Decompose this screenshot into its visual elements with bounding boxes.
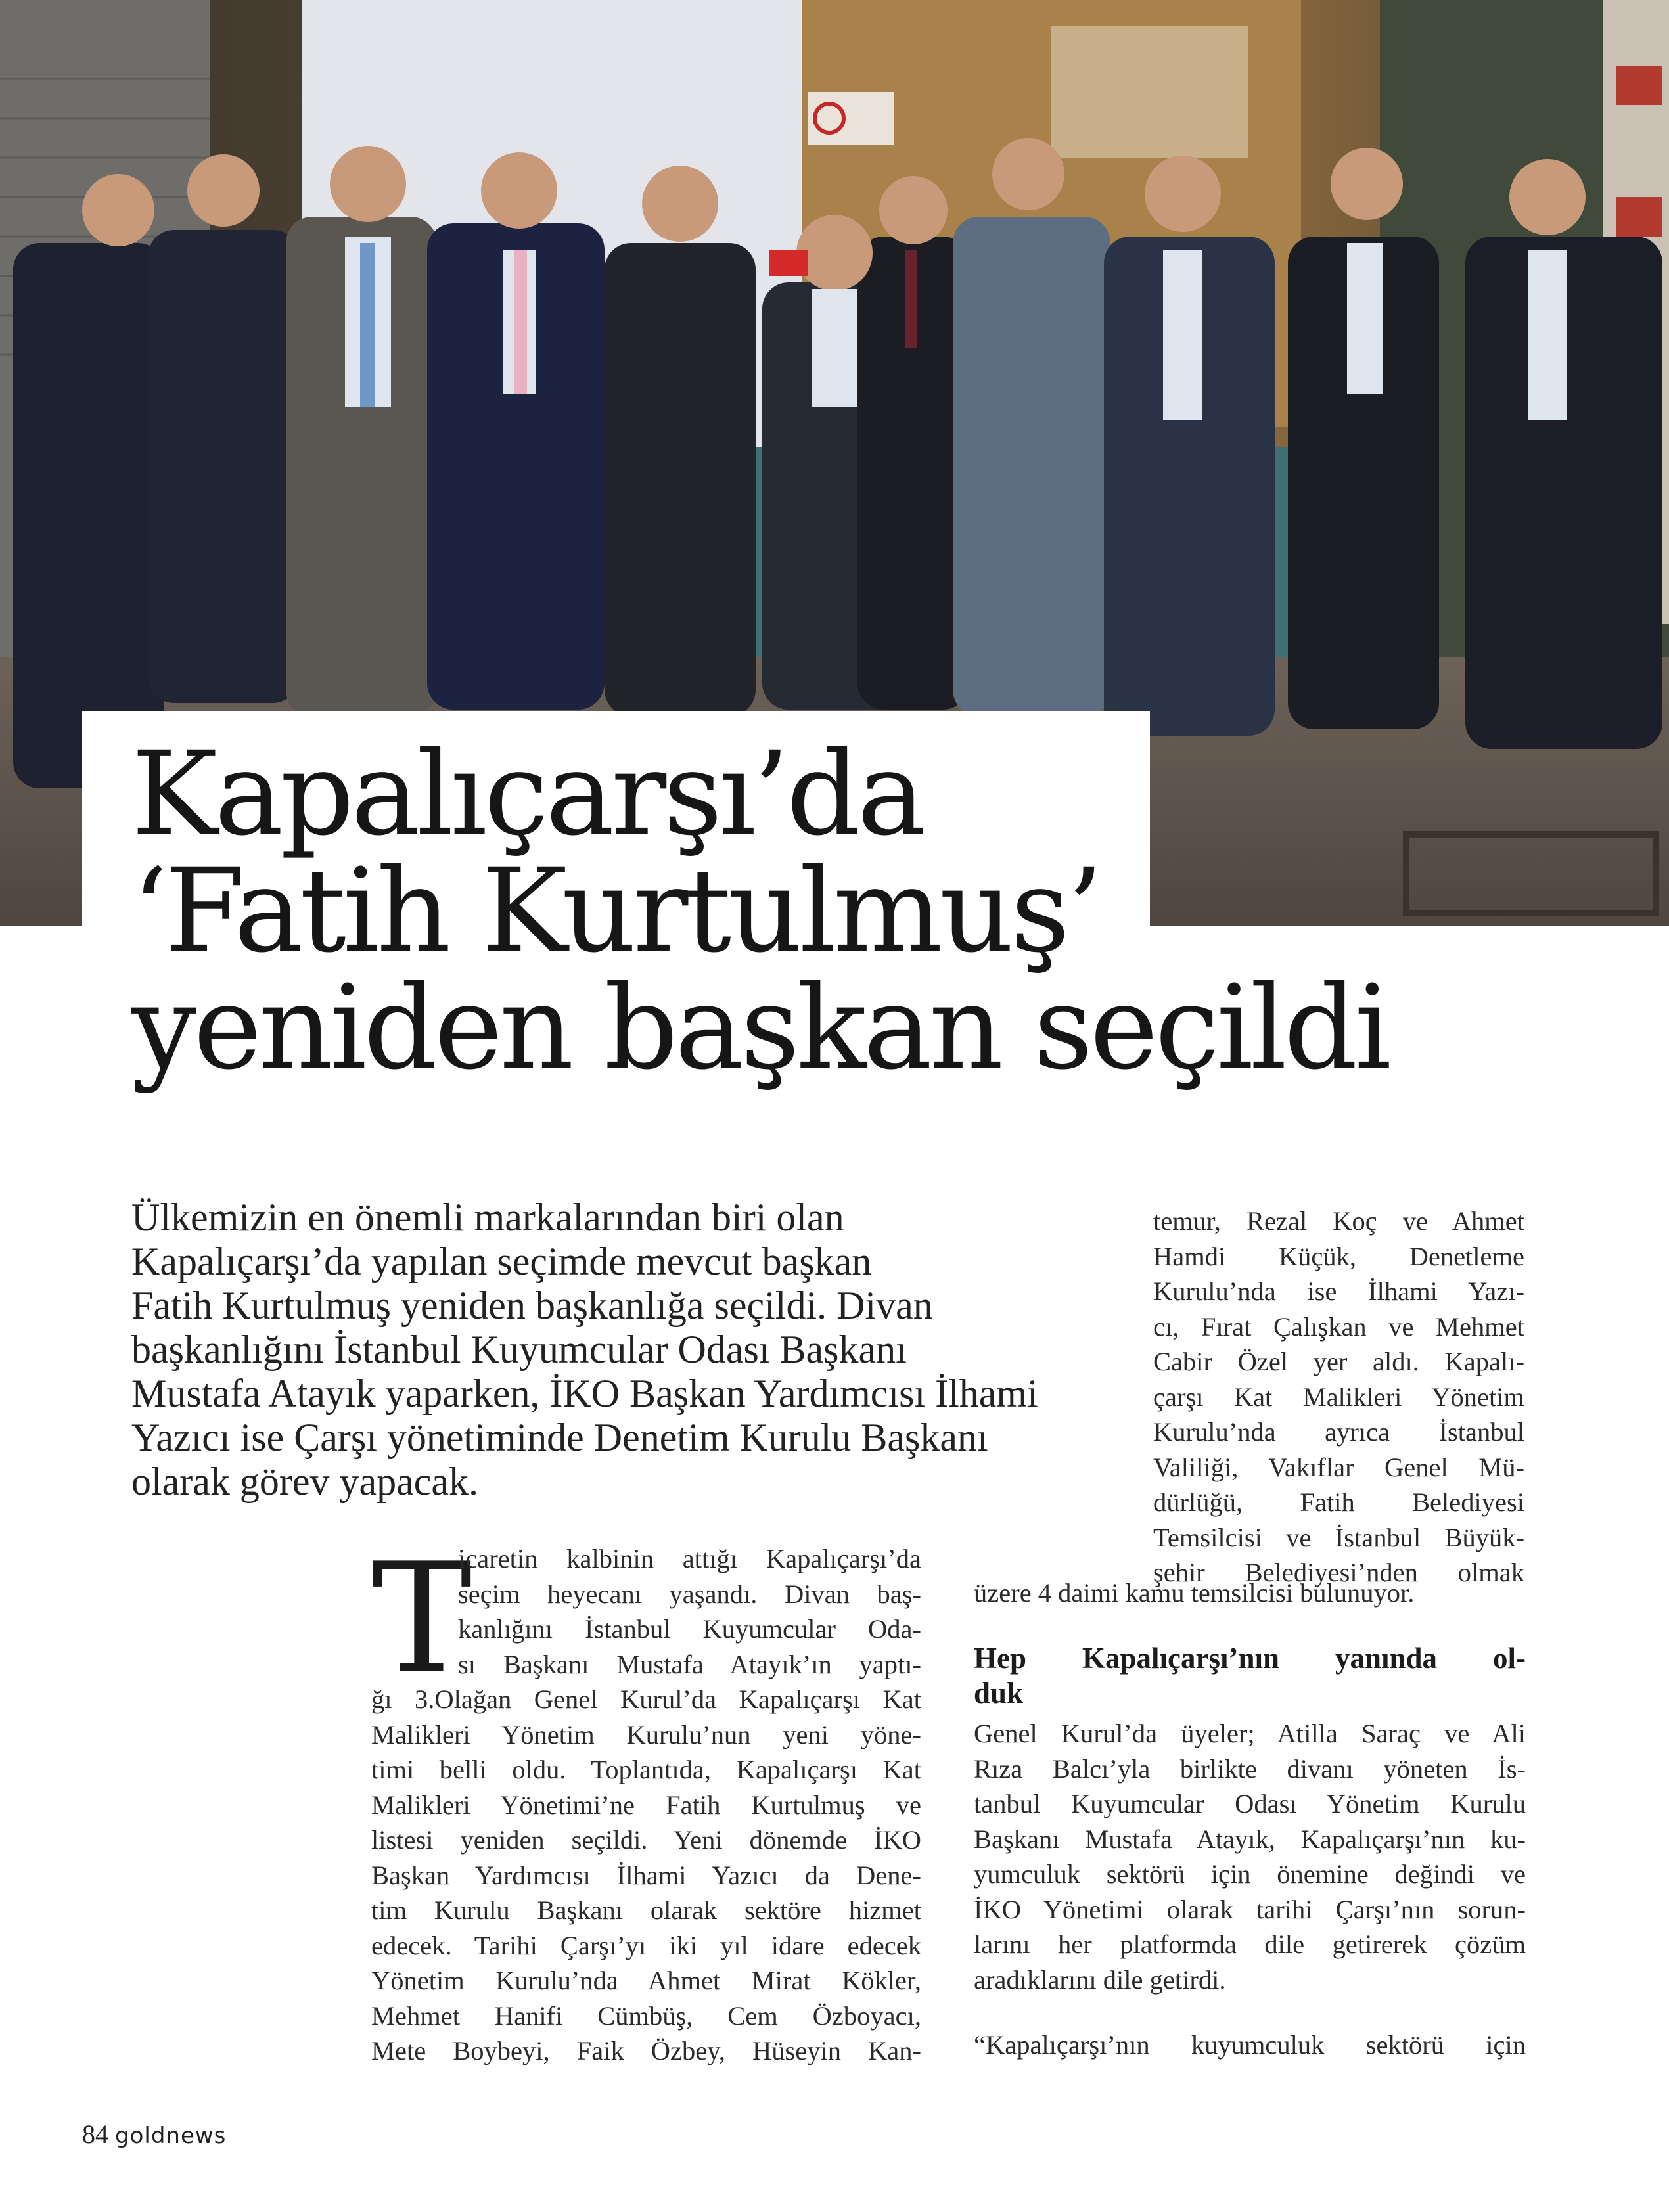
body-line: ğı 3.Olağan Genel Kurul’da Kapalıçarşı Kat [371,1684,921,1714]
body-line: Başkan Yardımcısı İlhami Yazıcı da Dene- [371,1860,921,1890]
body-line: dürlüğü, Fatih Belediyesi [1153,1487,1524,1517]
lead-line: Kapalıçarşı’da yapılan seçimde mevcut başkan [131,1240,872,1283]
body-line: şehir Belediyesi’nden olmak [1153,1558,1524,1587]
title-line-2: ‘Fatih Kurtulmuş’ [131,844,1101,978]
subhead-line: Hep Kapalıçarşı’nın yanında ol- [974,1642,1526,1675]
title-line-3: yeniden başkan seçildi [131,960,1388,1095]
body-line: tim Kurulu Başkanı olarak sektöre hizmet [371,1895,921,1925]
body-line: Kurulu’nda ayrıca İstanbul [1153,1417,1524,1447]
body-line: Malikleri Yönetimi’ne Fatih Kurtulmuş ve [371,1790,921,1820]
body-line: seçim heyecanı yaşandı. Divan baş- [458,1579,921,1609]
body-line: “Kapalıçarşı’nın kuyumculuk sektörü için [974,2030,1526,2060]
body-line: sı Başkanı Mustafa Atayık’ın yaptı- [458,1649,921,1679]
body-line: Başkanı Mustafa Atayık, Kapalıçarşı’nın ku- [974,1824,1526,1854]
title-line-1: Kapalıçarşı’da [131,727,923,861]
magazine-brand: goldnews [115,2123,227,2149]
body-line: Valiliği, Vakıflar Genel Mü- [1153,1452,1524,1482]
right-column-top [1153,1204,1524,1591]
body-line: timi belli oldu. Toplantıda, Kapalıçarşı Kat [371,1755,921,1784]
right-column-section [974,1716,1526,1997]
body-line: aradıklarını dile getirdi. [974,1964,1226,1995]
body-line: Rıza Balcı’yla birlikte divanı yöneten İs- [974,1753,1526,1784]
article-title [131,727,1544,1095]
body-line: çarşı Kat Malikleri Yönetim [1153,1382,1524,1412]
lead-line: başkanlığını İstanbul Kuyumcular Odası Başkanı [131,1328,907,1371]
body-line: kanlığını İstanbul Kuyumcular Oda- [458,1614,921,1644]
body-line: Mete Boybeyi, Faik Özbey, Hüseyin Kan- [371,2036,921,2065]
lead-line: olarak görev yapacak. [131,1460,479,1503]
body-line: Temsilcisi ve İstanbul Büyük- [1153,1522,1524,1552]
subhead-line: duk [974,1677,1024,1709]
body-line: cı, Fırat Çalışkan ve Mehmet [1153,1311,1524,1342]
middle-column [371,1531,921,2069]
lead-line: Mustafa Atayık yaparken, İKO Başkan Yardımcısı İlhami [131,1372,1038,1415]
lead-line: Fatih Kurtulmuş yeniden başkanlığa seçildi. Divan [131,1284,933,1327]
body-line: Genel Kurul’da üyeler; Atilla Saraç ve Ali [974,1719,1526,1748]
article-lead [131,1196,1156,1504]
body-line: üzere 4 daimi kamu temsilcisi bulunuyor. [974,1578,1415,1608]
body-line: Hamdi Küçük, Denetleme [1153,1241,1524,1271]
body-line: Kurulu’nda ise İlhami Yazı- [1153,1276,1524,1306]
section-subheading [974,1641,1526,1711]
quote-start [974,2027,1526,2063]
right-column-top-last [974,1575,1526,1611]
body-line: larını her platformda dile getirerek çözüm [974,1930,1526,1959]
body-line: edecek. Tarihi Çarşı’yı iki yıl idare edecek [371,1930,921,1960]
body-line: listesi yeniden seçildi. Yeni dönemde İKO [371,1825,921,1855]
lead-line: Ülkemizin en önemli markalarından biri olan [131,1196,844,1239]
body-line: Malikleri Yönetim Kurulu’nun yeni yöne- [371,1719,921,1749]
body-line: tanbul Kuyumcular Odası Yönetim Kurulu [974,1789,1526,1818]
body-line: Mehmet Hanifi Cümbüş, Cem Özboyacı, [371,2000,921,2031]
body-line: icaretin kalbinin attığı Kapalıçarşı’da [458,1544,921,1573]
page-number: 84 [82,2119,108,2149]
lead-line: Yazıcı ise Çarşı yönetiminde Denetim Kurulu Başkanı [131,1416,988,1459]
body-line: Yönetim Kurulu’nda Ahmet Mirat Kökler, [371,1966,921,1995]
body-line: yumculuk sektörü için önemine değindi ve [974,1859,1526,1889]
page-footer [82,2119,226,2150]
body-line: İKO Yönetimi olarak tarihi Çarşı’nın sorun- [974,1894,1526,1924]
body-line: temur, Rezal Koç ve Ahmet [1153,1206,1524,1236]
body-line: Cabir Özel yer aldı. Kapalı- [1153,1347,1524,1376]
drop-cap: T [371,1531,472,1707]
